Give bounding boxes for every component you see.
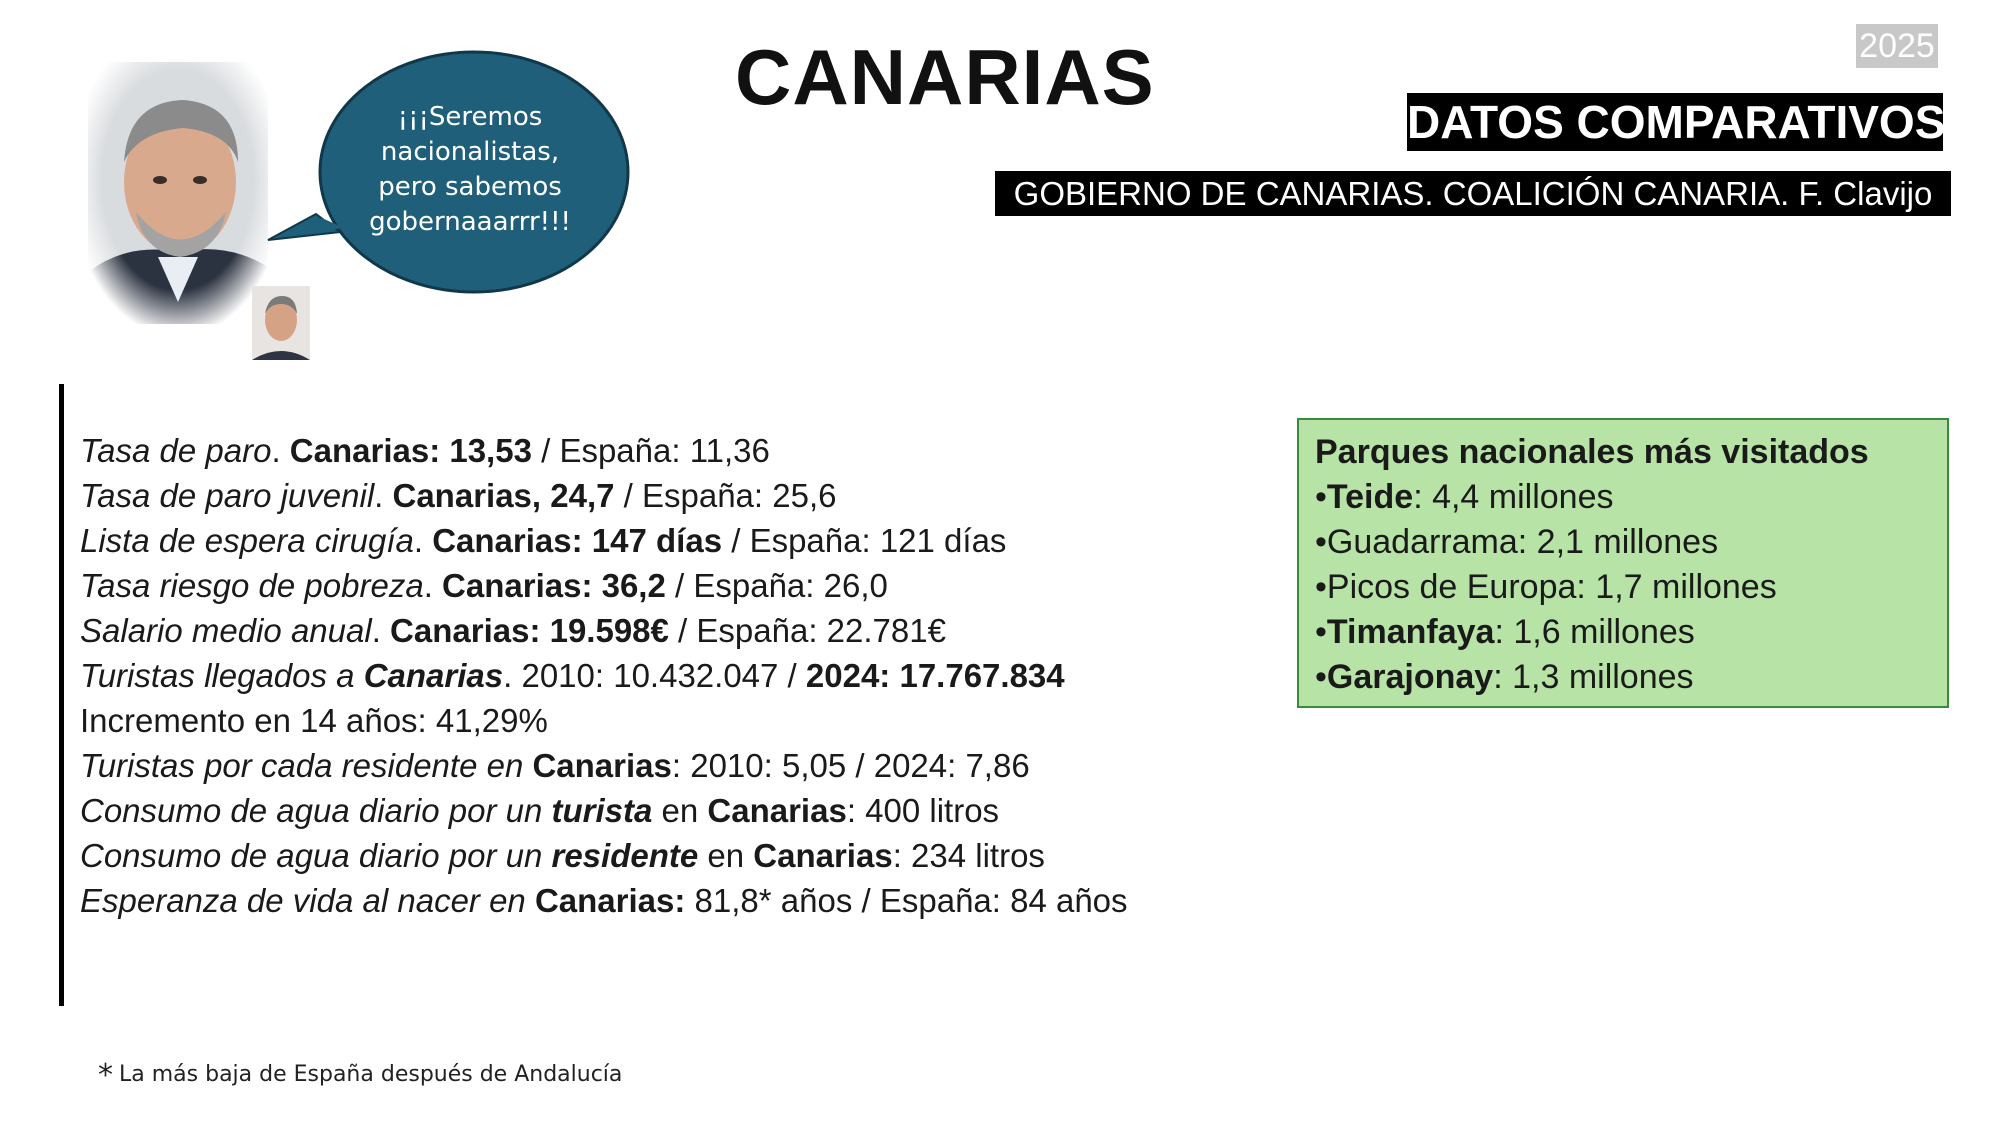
portrait-photo bbox=[88, 62, 268, 324]
speech-line: gobernaaarrr!!! bbox=[369, 207, 571, 237]
stat-row: Tasa de paro. Canarias: 13,53 / España: 11,36 bbox=[80, 432, 770, 469]
stat-row: Tasa riesgo de pobreza. Canarias: 36,2 / España: 26,0 bbox=[80, 567, 888, 604]
stat-row: Tasa de paro juvenil. Canarias, 24,7 / España: 25,6 bbox=[80, 477, 837, 514]
park-item: •Garajonay: 1,3 millones bbox=[1315, 658, 1694, 696]
water-resident-row: Consumo de agua diario por un residente en Canarias: 234 litros bbox=[80, 837, 1045, 874]
vertical-divider bbox=[59, 384, 64, 1006]
water-tourist-row: Consumo de agua diario por un turista en Canarias: 400 litros bbox=[80, 792, 1000, 829]
park-item: •Guadarrama: 2,1 millones bbox=[1315, 523, 1719, 561]
government-banner: GOBIERNO DE CANARIAS. COALICIÓN CANARIA. F. Clavijo bbox=[995, 171, 1951, 216]
speech-line: ¡¡¡Seremos bbox=[397, 102, 543, 132]
speech-bubble-text bbox=[350, 100, 590, 240]
stat-row: Lista de espera cirugía. Canarias: 147 días / España: 121 días bbox=[80, 522, 1007, 559]
park-item: •Timanfaya: 1,6 millones bbox=[1315, 613, 1695, 651]
stats-list bbox=[80, 428, 1270, 923]
tourists-row: Turistas llegados a Canarias. 2010: 10.432.047 / 2024: 17.767.834 bbox=[80, 657, 1065, 694]
stat-row: Salario medio anual. Canarias: 19.598€ / España: 22.781€ bbox=[80, 612, 946, 649]
park-item: •Teide: 4,4 millones bbox=[1315, 478, 1614, 516]
page-title: CANARIAS bbox=[735, 33, 1155, 121]
per-resident-row: Turistas por cada residente en Canarias: 2010: 5,05 / 2024: 7,86 bbox=[80, 747, 1030, 784]
speech-line: nacionalistas, bbox=[380, 137, 560, 167]
footnote-text: La más baja de España después de Andalucía bbox=[119, 1062, 623, 1087]
footnote-star: * bbox=[98, 1058, 113, 1093]
increment-row: Incremento en 14 años: 41,29% bbox=[80, 702, 548, 739]
footnote bbox=[98, 1058, 622, 1093]
speech-line: pero sabemos bbox=[378, 172, 562, 202]
park-item: •Picos de Europa: 1,7 millones bbox=[1315, 568, 1777, 606]
parks-box bbox=[1297, 418, 1949, 708]
parks-title: Parques nacionales más visitados bbox=[1315, 433, 1869, 471]
datos-comparativos-banner: DATOS COMPARATIVOS bbox=[1407, 93, 1943, 151]
year-badge: 2025 bbox=[1856, 24, 1938, 68]
life-expectancy-row: Esperanza de vida al nacer en Canarias: 81,8* años / España: 84 años bbox=[80, 882, 1128, 919]
